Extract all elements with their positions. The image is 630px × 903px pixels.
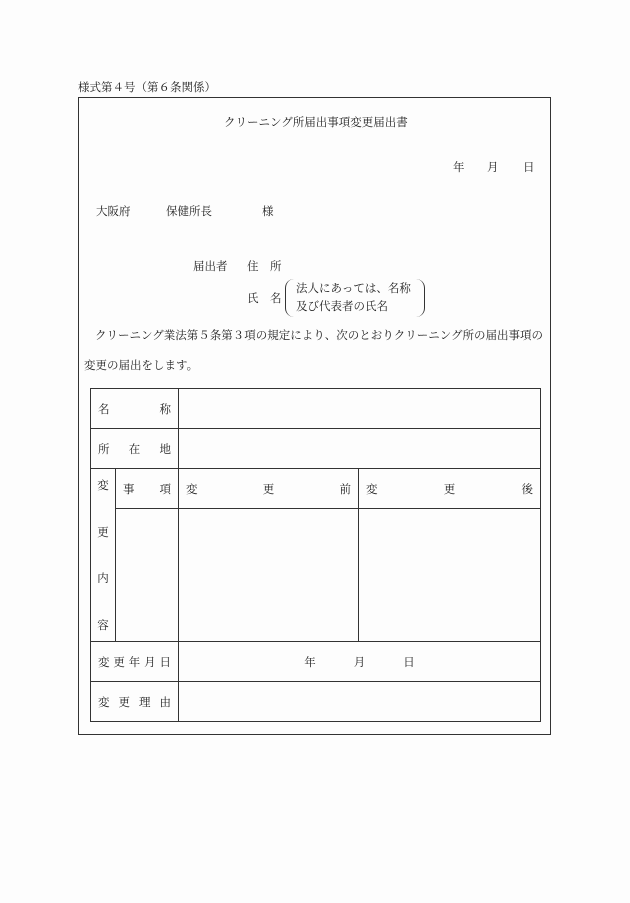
- change-date-label-char5: 日: [159, 654, 171, 669]
- after-input-cell[interactable]: [359, 509, 541, 642]
- item-header-cell: [116, 469, 179, 509]
- change-date-year: 年: [304, 654, 316, 669]
- reason-label-text: [91, 694, 178, 710]
- date-day[interactable]: 日: [523, 160, 535, 174]
- addressee-prefecture: 大阪府: [96, 204, 131, 218]
- change-label-char2: 更: [97, 524, 109, 539]
- before-header-text: [179, 481, 358, 497]
- before-header-char1: 変: [186, 481, 198, 496]
- address-label: 住 所: [247, 259, 282, 273]
- after-header-text: [359, 481, 540, 497]
- location-label-char1: 所: [98, 441, 110, 456]
- reason-label-char3: 理: [139, 694, 151, 709]
- before-header-char3: 前: [339, 481, 351, 496]
- form-label: 様式第４号（第６条関係）: [78, 80, 216, 94]
- body-text-line2: 変更の届出をします。: [84, 358, 199, 372]
- name-label-text: [91, 401, 178, 417]
- before-header-cell: [179, 469, 359, 509]
- change-label-char3: 内: [97, 571, 109, 586]
- after-header-char1: 変: [366, 481, 378, 496]
- location-label-cell: [91, 429, 179, 469]
- corp-note-line2: 及び代表者の氏名: [296, 299, 388, 313]
- name-input-cell[interactable]: [179, 389, 541, 429]
- addressee-office: 保健所長: [166, 204, 212, 218]
- change-date-row: [179, 654, 540, 670]
- reason-label-char4: 由: [159, 694, 171, 709]
- change-date-month: 月: [353, 654, 366, 669]
- item-header-text: [116, 481, 178, 497]
- date-year[interactable]: 年: [453, 160, 465, 174]
- name-label-char1: 名: [98, 401, 110, 416]
- location-label-text: [91, 441, 178, 457]
- change-date-day: 日: [403, 654, 415, 669]
- form-title: クリーニング所届出事項変更届出書: [224, 115, 408, 129]
- name-label: 氏 名: [247, 291, 282, 305]
- change-label-text: [91, 469, 115, 641]
- after-header-cell: [359, 469, 541, 509]
- reason-label-char1: 変: [98, 694, 110, 709]
- reason-input-cell[interactable]: [179, 682, 541, 722]
- change-date-label-char4: 月: [144, 654, 156, 669]
- before-header-char2: 更: [262, 481, 275, 496]
- after-header-char3: 後: [521, 481, 533, 496]
- name-label-char2: 称: [159, 401, 171, 416]
- location-label-char2: 在: [128, 441, 141, 456]
- change-date-label-char1: 変: [98, 654, 110, 669]
- corp-note-line1: 法人にあっては、名称: [296, 281, 411, 295]
- name-label-cell: [91, 389, 179, 429]
- change-label-char4: 容: [97, 617, 109, 632]
- location-input-cell[interactable]: [179, 429, 541, 469]
- change-label-char1: 変: [97, 478, 109, 492]
- change-details-table: [90, 388, 541, 722]
- change-label-cell: [91, 469, 116, 642]
- item-header-char2: 項: [159, 481, 171, 496]
- addressee-honorific: 様: [262, 204, 274, 218]
- change-date-label-text: [91, 654, 178, 670]
- reason-label-cell: [91, 682, 179, 722]
- reason-label-char2: 更: [118, 694, 130, 709]
- change-date-label-char3: 年: [128, 654, 141, 669]
- item-input-cell[interactable]: [116, 509, 179, 642]
- after-header-char2: 更: [443, 481, 456, 496]
- item-header-char1: 事: [123, 481, 135, 496]
- change-date-label-char2: 更: [113, 654, 125, 669]
- before-input-cell[interactable]: [179, 509, 359, 642]
- location-label-char3: 地: [159, 441, 171, 456]
- body-text-line1: クリーニング業法第５条第３項の規定により、次のとおりクリーニング所の届出事項の: [95, 328, 544, 342]
- notifier-label: 届出者: [193, 259, 228, 273]
- date-month[interactable]: 月: [487, 160, 499, 174]
- change-date-label-cell: [91, 642, 179, 682]
- change-date-input-cell[interactable]: [179, 642, 541, 682]
